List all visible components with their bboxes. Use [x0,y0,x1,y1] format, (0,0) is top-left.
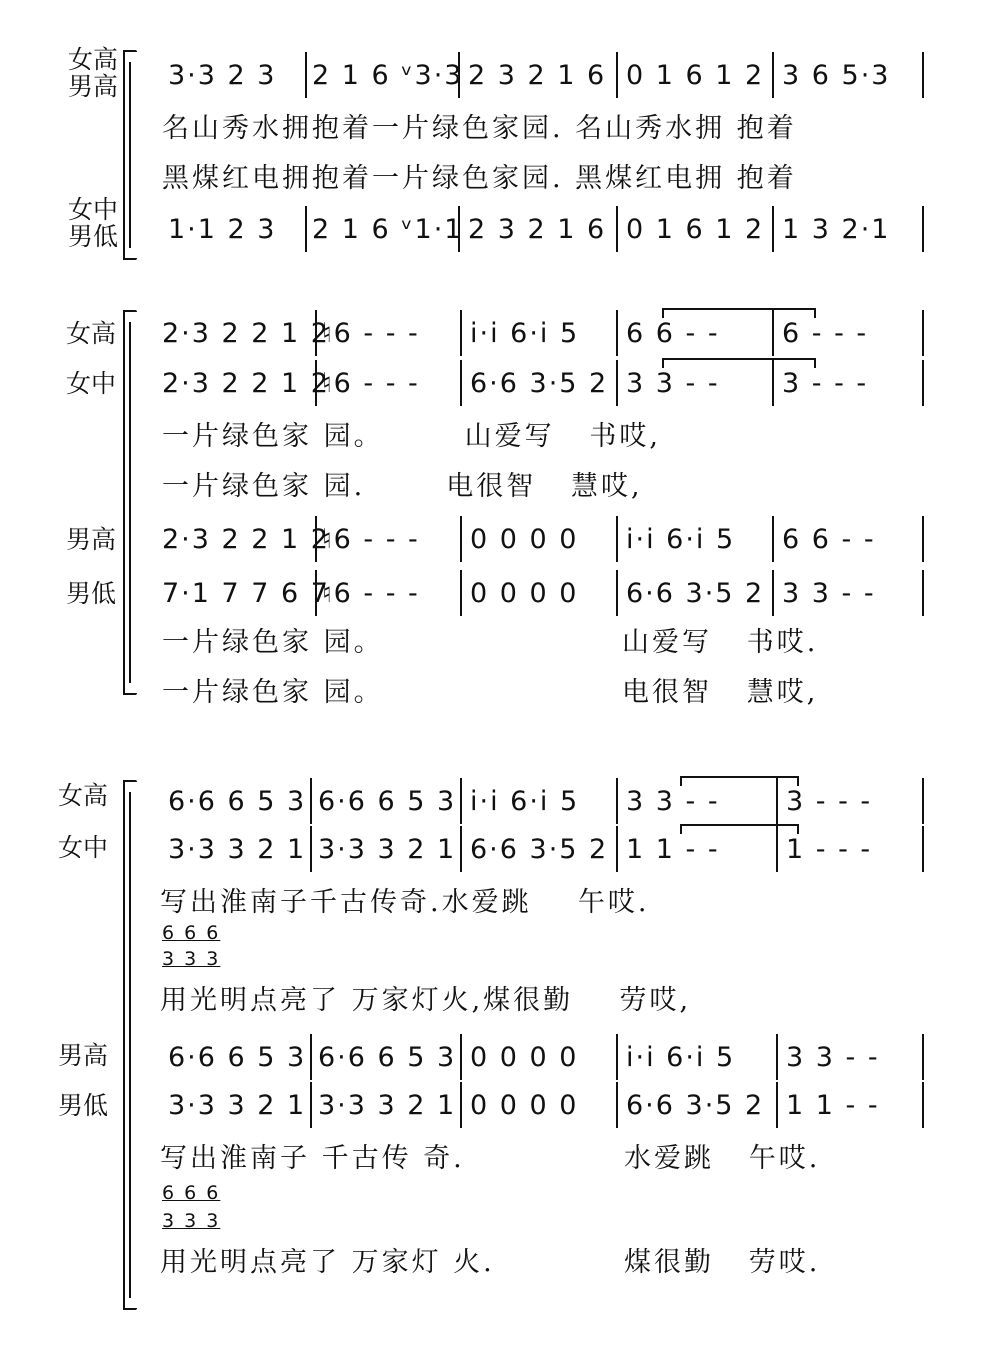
measure: 6·6 6 5 3 [168,786,307,817]
lyric-line: 水爱跳 午哎. [624,1143,821,1174]
measure: i·i 6·i 5 [626,1042,736,1073]
measure: 6·6 3·5 2 [626,1090,765,1121]
measure: 2 3 2 1 6 [468,214,607,245]
measure: 2 1 6 ᵛ3·3 [312,60,464,91]
melody-line-bass [160,1088,930,1124]
system-brace [118,310,140,695]
measure: i·i 6·i 5 [470,786,580,817]
measure: ♮6 - - - [322,318,420,349]
measure: 3 3 - - [786,1042,880,1073]
voice-label-alto: 女中 [58,833,109,862]
voice-label-tenor: 男高 [66,525,117,554]
lyric-line: 山爱写 书哎. [622,627,819,658]
alternate-notes: 6 6 6 [162,922,221,944]
measure: ♮6 - - - [322,578,420,609]
measure: 1 - - - [786,834,873,865]
measure: 0 1 6 1 2 [626,214,765,245]
measure: 6·6 6 5 3 [318,1042,457,1073]
lyric-line: 一片绿色家 园. 电很智 慧哎, [162,471,643,502]
measure: 3 3 - - [626,368,720,399]
measure: 3·3 3 2 1 [318,1090,457,1121]
measure: 0 0 0 0 [470,524,579,555]
measure: 0 0 0 0 [470,1090,579,1121]
measure: 6·6 3·5 2 [470,834,609,865]
voice-label-lower: 女中 男低 [68,195,119,251]
measure: 6 6 - - [626,318,720,349]
melody-line-soprano [160,784,930,820]
measure: 2·3 2 2 1 2 [162,524,330,555]
lyric-line: 一片绿色家 园。 山爱写 书哎, [162,421,661,452]
lyric-line: 电很智 慧哎, [622,677,819,708]
melody-line-top [160,58,930,94]
voice-label-upper: 女高 男高 [68,45,119,101]
lyric-line: 一片绿色家 园。 [162,627,384,658]
measure: 3·3 3 2 1 [168,834,307,865]
system-brace [118,780,140,1310]
measure: 3·3 3 2 1 [168,1090,307,1121]
measure: 2 1 6 ᵛ1·1 [312,214,464,245]
measure: 1 3 2·1 [782,214,891,245]
measure: 0 0 0 0 [470,1042,579,1073]
melody-line-tenor [160,522,930,558]
measure: 6·6 6 5 3 [318,786,457,817]
measure: 6·6 3·5 2 [626,578,765,609]
measure: 0 0 0 0 [470,578,579,609]
measure: 7·1 7 7 6 7 [162,578,330,609]
alternate-notes: 6 6 6 [162,1182,221,1204]
voice-label-bass: 男低 [58,1091,109,1120]
melody-line-alto [160,366,930,402]
melody-line-bass [160,576,930,612]
measure: 3 3 - - [626,786,720,817]
measure: i·i 6·i 5 [626,524,736,555]
measure: 1 1 - - [626,834,720,865]
measure: ♮6 - - - [322,368,420,399]
measure: 2·3 2 2 1 2 [162,318,330,349]
lyric-line: 黑煤红电拥抱着一片绿色家园. 黑煤红电拥 抱着 [162,163,797,194]
voice-label-alto: 女中 [66,369,117,398]
measure: 6 - - - [782,318,869,349]
measure: 1 1 - - [786,1090,880,1121]
voice-label-bass: 男低 [66,579,117,608]
measure: ♮6 - - - [322,524,420,555]
measure: 2·3 2 2 1 2 [162,368,330,399]
lyric-line: 写出淮南子 千古传 奇. [160,1143,465,1174]
measure: 3 - - - [782,368,869,399]
measure: 3 6 5·3 [782,60,891,91]
melody-line-alto [160,832,930,868]
measure: 6·6 6 5 3 [168,1042,307,1073]
system-brace [118,50,140,260]
alternate-notes: 3 3 3 [162,948,221,970]
alternate-notes: 3 3 3 [162,1210,221,1232]
measure: 1·1 2 3 [168,214,277,245]
measure: 3 3 - - [782,578,876,609]
lyric-line: 写出淮南子千古传奇.水爱跳 午哎. [160,887,650,918]
measure: i·i 6·i 5 [470,318,580,349]
measure: 6 6 - - [782,524,876,555]
voice-label-tenor: 男高 [58,1041,109,1070]
melody-line-tenor [160,1040,930,1076]
lyric-line: 用光明点亮了 万家灯火,煤很勤 劳哎, [160,985,692,1016]
measure: 3 - - - [786,786,873,817]
measure: 3·3 3 2 1 [318,834,457,865]
melody-line-bottom [160,212,930,248]
lyric-line: 用光明点亮了 万家灯 火. [160,1247,495,1278]
measure: 6·6 3·5 2 [470,368,609,399]
lyric-line: 煤很勤 劳哎. [624,1247,821,1278]
voice-label-soprano: 女高 [58,781,109,810]
measure: 3·3 2 3 [168,60,277,91]
measure: 0 1 6 1 2 [626,60,765,91]
lyric-line: 一片绿色家 园。 [162,677,384,708]
melody-line-soprano [160,316,930,352]
measure: 2 3 2 1 6 [468,60,607,91]
voice-label-soprano: 女高 [66,319,117,348]
lyric-line: 名山秀水拥抱着一片绿色家园. 名山秀水拥 抱着 [162,113,797,144]
